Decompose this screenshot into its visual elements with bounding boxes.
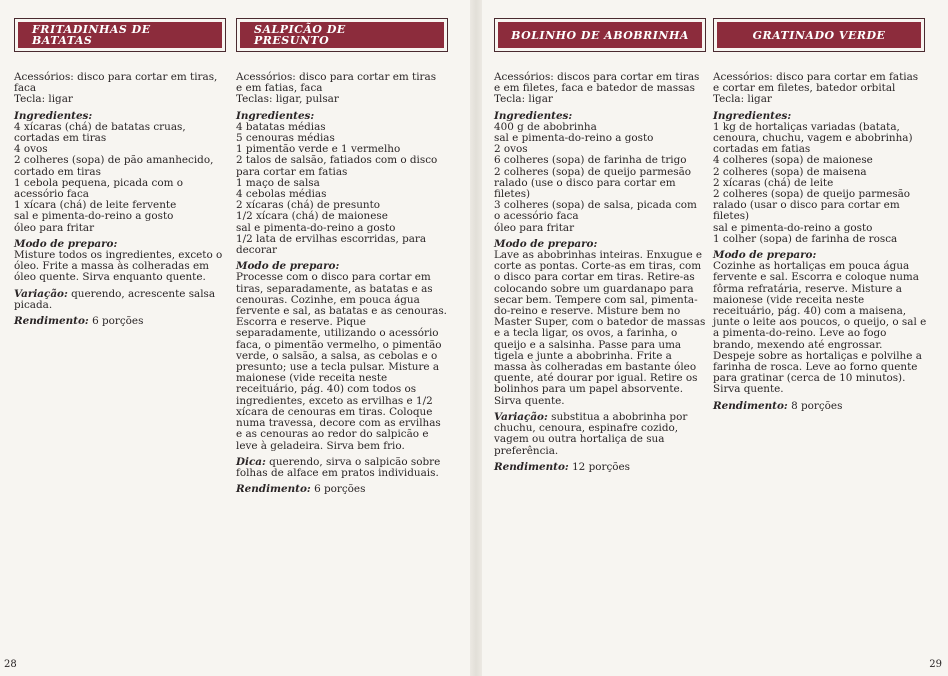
tip-label: Dica:: [236, 455, 266, 468]
method-heading: Modo de preparo:: [494, 237, 598, 250]
ingredient-line: para cortar em fatias: [236, 165, 348, 178]
accessories-line: e cortar em filetes, batedor orbital: [713, 82, 896, 95]
ingredient-line: sal e pimenta-do-reino a gosto: [14, 210, 174, 223]
recipe-title-banner: [494, 18, 706, 52]
accessories-line: Tecla: ligar: [494, 93, 553, 106]
ingredient-line: óleo para fritar: [14, 221, 95, 234]
yield-value: 6 porções: [314, 483, 366, 496]
method-line: numa travessa, decore com as ervilhas: [236, 417, 441, 430]
ingredient-line: cenoura, chuchu, vagem e abobrinha): [713, 132, 913, 145]
ingredient-line: filetes): [713, 210, 750, 223]
ingredients-heading: Ingredientes:: [14, 109, 93, 122]
method-line: tigela e junte a abobrinha. Frite a: [494, 349, 672, 362]
ingredient-line: 1 xícara (chá) de leite fervente: [14, 199, 177, 212]
ingredient-line: sal e pimenta-do-reino a gosto: [236, 221, 396, 234]
recipe-gratinado-verde: [713, 18, 925, 412]
ingredients-heading: Ingredientes:: [494, 109, 573, 122]
yield-label: Rendimento:: [236, 483, 311, 496]
tip-text: chuchu, cenoura, espinafre cozido,: [494, 422, 679, 435]
accessories-line: faca: [14, 82, 37, 95]
method-line: Processe com o disco para cortar em: [236, 271, 431, 284]
tip-text: picada.: [14, 298, 53, 311]
ingredient-line: 2 xícaras (chá) de leite: [713, 176, 834, 189]
ingredient-line: 2 colheres (sopa) de queijo parmesão: [713, 188, 911, 201]
ingredient-line: o acessório faca: [494, 210, 579, 223]
ingredient-line: ralado (usar o disco para cortar em: [713, 199, 900, 212]
yield-value: 6 porções: [92, 315, 144, 328]
ingredients-heading: Ingredientes:: [236, 109, 315, 122]
page-number-left: 28: [4, 659, 17, 670]
ingredient-line: 6 colheres (sopa) de farinha de trigo: [494, 154, 687, 167]
method-line: maionese (vide receita neste: [236, 372, 388, 385]
recipe-fritadinhas-de-batatas: [14, 18, 226, 327]
recipe-bolinho-de-abobrinha: [494, 18, 706, 473]
yield-label: Rendimento:: [14, 315, 89, 328]
tip-text: vagem ou outra hortaliça de sua: [494, 433, 665, 446]
page-number-right: 29: [929, 659, 942, 670]
ingredients-heading: Ingredientes:: [713, 109, 792, 122]
method-line: Cozinhe as hortaliças em pouca água: [713, 260, 910, 273]
method-line: corte as pontas. Corte-as em tiras, com: [494, 260, 702, 273]
method-line: colocando sobre um guardanapo para: [494, 282, 694, 295]
method-line: massa às colheradas em bastante óleo: [494, 361, 697, 374]
tip-text: querendo, acrescente salsa: [71, 287, 216, 300]
ingredient-line: filetes): [494, 188, 531, 201]
method-heading: Modo de preparo:: [14, 237, 118, 250]
method-line: ingredientes, exceto as ervilhas e 1/2: [236, 394, 433, 407]
method-heading: Modo de preparo:: [713, 249, 817, 262]
ingredient-line: 1/2 xícara (chá) de maionese: [236, 210, 388, 223]
ingredient-line: 2 colheres (sopa) de queijo parmesão: [494, 165, 692, 178]
accessories-line: e em filetes, faca e batedor de massas: [494, 82, 695, 95]
method-line: secar bem. Tempere com sal, pimenta-: [494, 293, 698, 306]
tip-line: [14, 300, 226, 311]
tip-label: Variação:: [14, 287, 68, 300]
method-line: receituário, pág. 40) com todos os: [236, 383, 417, 396]
method-line: maionese (vide receita neste: [713, 293, 865, 306]
method-line: separadamente, utilizando o acessório: [236, 327, 439, 340]
recipe-body: [494, 72, 706, 473]
method-line: do-reino e reserve. Misture bem no: [494, 305, 681, 318]
method-line: verde, o salsão, a salsa, as cebolas e o: [236, 349, 438, 362]
method-line: quente, até dourar por igual. Retire os: [494, 372, 698, 385]
ingredient-line: 1 kg de hortaliças variadas (batata,: [713, 120, 900, 133]
method-line: fervente e sal, as batatas e as cenouras.: [236, 305, 447, 318]
yield-label: Rendimento:: [713, 399, 788, 412]
ingredient-line: 4 colheres (sopa) de maionese: [713, 154, 873, 167]
ingredient-line: 2 ovos: [494, 143, 528, 156]
method-line: receituário, pág. 40) com a maisena,: [713, 305, 907, 318]
recipe-body: [14, 72, 226, 327]
ingredient-line: 1 colher (sopa) de farinha de rosca: [713, 232, 898, 245]
method-line: Master Super, com o batedor de massas: [494, 316, 706, 329]
method-line: Escorra e reserve. Pique: [236, 316, 366, 329]
recipe-body: [713, 72, 925, 412]
ingredient-line: 1 pimentão verde e 1 vermelho: [236, 143, 401, 156]
ingredient-line: decorar: [236, 244, 278, 257]
method-line: cenouras. Cozinhe, em pouca água: [236, 293, 420, 306]
recipe-title-banner: [713, 18, 925, 52]
method-line: presunto; use a tecla pulsar. Misture a: [236, 361, 440, 374]
method-line: brando, mexendo até engrossar.: [713, 338, 883, 351]
method-line: e a tecla ligar, os ovos, a farinha, o: [494, 327, 678, 340]
tip-text: preferência.: [494, 444, 559, 457]
method-line: junte o leite aos poucos, o queijo, o sal e: [713, 316, 927, 329]
recipe-title-banner: [236, 18, 448, 52]
ingredient-line: 2 colheres (sopa) de maisena: [713, 165, 867, 178]
yield-line: [494, 462, 706, 473]
yield-line: [713, 401, 925, 412]
ingredient-line: ralado (use o disco para cortar em: [494, 176, 676, 189]
ingredient-line: 5 cenouras médias: [236, 132, 335, 145]
ingredient-line: 4 batatas médias: [236, 120, 326, 133]
yield-value: 12 porções: [572, 460, 631, 473]
method-line: óleo. Frite a massa às colheradas em: [14, 260, 209, 273]
method-line: para gratinar (cerca de 10 minutos).: [713, 372, 906, 385]
method-line: o disco para cortar em tiras. Retire-as: [494, 271, 695, 284]
ingredient-line: óleo para fritar: [494, 221, 575, 234]
tip-text: substitua a abobrinha por: [551, 410, 688, 423]
method-line: queijo e a salsinha. Passe para uma: [494, 338, 682, 351]
ingredient-line: 3 colheres (sopa) de salsa, picada com: [494, 199, 697, 212]
tip-label: Variação:: [494, 410, 548, 423]
ingredient-line: cortadas em tiras: [14, 132, 107, 145]
recipe-title: GRATINADO VERDE: [717, 22, 921, 48]
ingredient-line: 400 g de abobrinha: [494, 120, 597, 133]
accessories-line: Tecla: ligar: [713, 93, 772, 106]
recipe-title: FRITADINHAS DE BATATAS: [18, 22, 222, 48]
ingredient-line: sal e pimenta-do-reino a gosto: [494, 132, 654, 145]
yield-label: Rendimento:: [494, 460, 569, 473]
method-line: Despeje sobre as hortaliças e polvilhe a: [713, 349, 922, 362]
recipe-salpicao-de-presunto: [236, 18, 448, 495]
yield-value: 8 porções: [791, 399, 843, 412]
accessories-line: Acessórios: disco para cortar em tiras,: [14, 71, 218, 83]
page-fold: [470, 0, 482, 676]
ingredient-line: 1 maço de salsa: [236, 176, 320, 189]
ingredient-line: 1/2 lata de ervilhas escorridas, para: [236, 232, 427, 245]
method-line: faca, o pimentão vermelho, o pimentão: [236, 338, 442, 351]
ingredient-line: 2 colheres (sopa) de pão amanhecido,: [14, 154, 214, 167]
method-line: xícara de cenouras em tiras. Coloque: [236, 405, 433, 418]
method-line: fôrma refratária, reserve. Misture a: [713, 282, 902, 295]
method-heading: Modo de preparo:: [236, 260, 340, 273]
method-line: óleo quente. Sirva enquanto quente.: [14, 271, 206, 284]
method-line: fervente e sal. Escorra e coloque numa: [713, 271, 919, 284]
accessories-line: Teclas: ligar, pulsar: [236, 93, 339, 106]
recipe-body: [236, 72, 448, 495]
accessories-line: Acessórios: disco para cortar em tiras: [236, 71, 437, 83]
method-line: Misture todos os ingredientes, exceto o: [14, 249, 223, 262]
ingredient-line: cortadas em fatias: [713, 143, 811, 156]
method-line: a pimenta-do-reino. Leve ao fogo: [713, 327, 887, 340]
accessories-line: Tecla: ligar: [14, 93, 73, 106]
ingredient-line: cortado em tiras: [14, 165, 101, 178]
recipe-title-banner: [14, 18, 226, 52]
tip-text: querendo, sirva o salpicão sobre: [269, 455, 441, 468]
accessories-line: e em fatias, faca: [236, 82, 323, 95]
method-line: e as cenouras ao redor do salpicão e: [236, 428, 429, 441]
method-line: Lave as abobrinhas inteiras. Enxugue e: [494, 249, 703, 262]
tip-line: [236, 468, 448, 479]
accessories-line: Acessórios: discos para cortar em tiras: [494, 71, 700, 83]
ingredient-line: 4 xícaras (chá) de batatas cruas,: [14, 120, 186, 133]
method-line: farinha de rosca. Leve ao forno quente: [713, 361, 918, 374]
method-line: Sirva quente.: [713, 383, 784, 396]
recipe-title: SALPICÃO DE PRESUNTO: [240, 22, 444, 48]
ingredient-line: 1 cebola pequena, picada com o: [14, 176, 184, 189]
yield-line: [14, 316, 226, 327]
ingredient-line: 2 xícaras (chá) de presunto: [236, 199, 381, 212]
method-line: bolinhos para um papel absorvente.: [494, 383, 684, 396]
yield-line: [236, 484, 448, 495]
method-line: Sirva quente.: [494, 394, 565, 407]
method-line: tiras, separadamente, as batatas e as: [236, 282, 433, 295]
accessories-line: Acessórios: disco para cortar em fatias: [713, 71, 919, 83]
ingredient-line: 4 ovos: [14, 143, 48, 156]
tip-text: folhas de alface em pratos individuais.: [236, 466, 439, 479]
ingredient-line: 4 cebolas médias: [236, 188, 327, 201]
method-line: leve à geladeira. Sirva bem frio.: [236, 439, 405, 452]
ingredient-line: 2 talos de salsão, fatiados com o disco: [236, 154, 438, 167]
recipe-title: BOLINHO DE ABOBRINHA: [498, 22, 702, 48]
ingredient-line: sal e pimenta-do-reino a gosto: [713, 221, 873, 234]
tip-line: [494, 446, 706, 457]
ingredient-line: acessório faca: [14, 188, 89, 201]
